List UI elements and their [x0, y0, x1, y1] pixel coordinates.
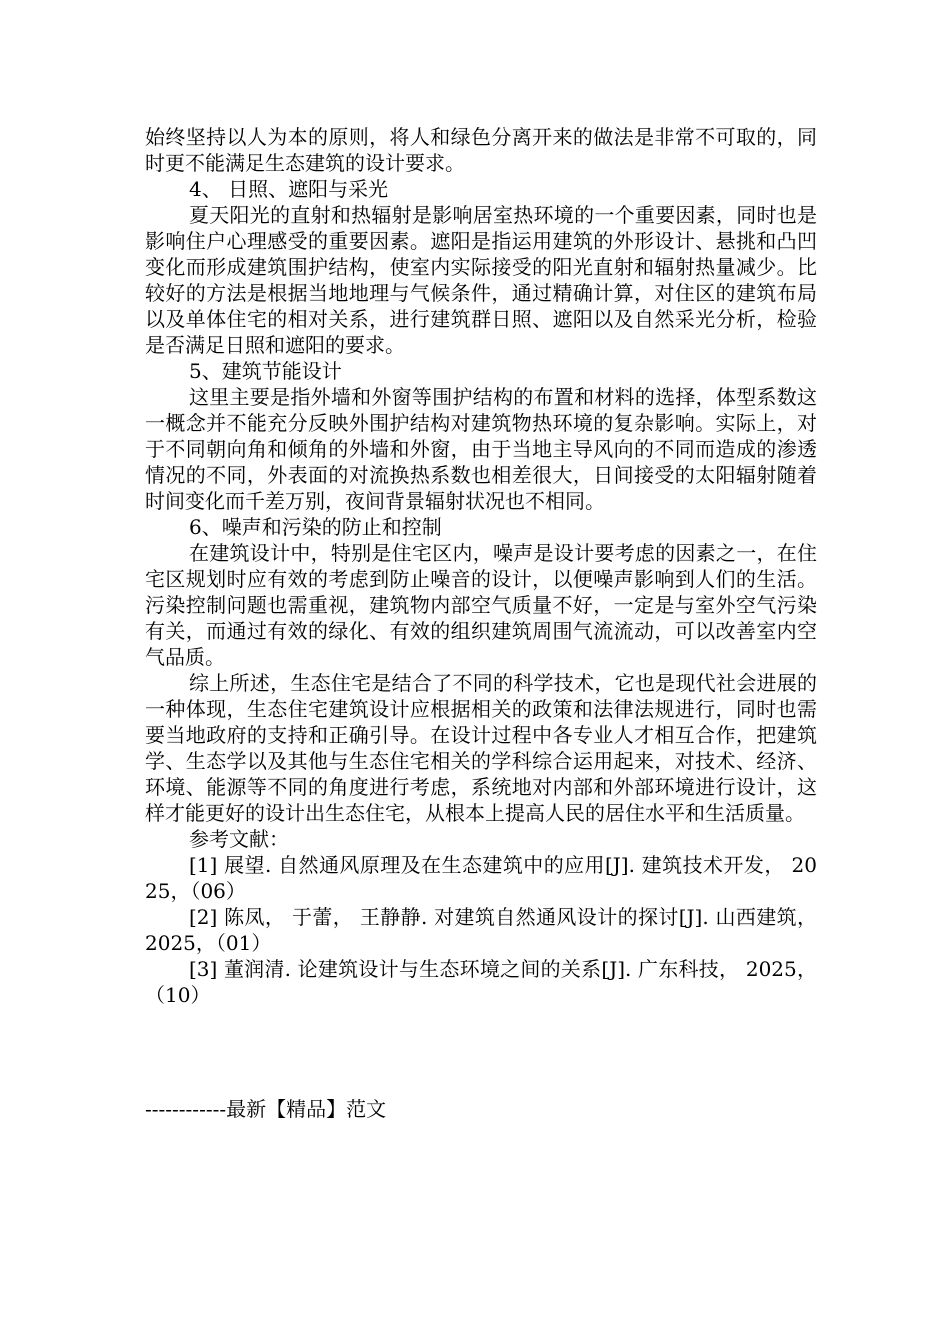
page-footer: ------------最新【精品】范文 [145, 1097, 387, 1121]
paragraph-noise-pollution: 在建筑设计中，特别是住宅区内，噪声是设计要考虑的因素之一，在住宅区规划时应有效的考虑到防止噪音的设计，以便噪声影响到人们的生活。污染控制问题也需重视，建筑物内部空气质量不好，一定是与室外空气污染有关，而通过有效的绿化、有效的组织建筑周围气流流动，可以改善室内空气品质。 [145, 541, 817, 669]
references-heading: 参考文献： [189, 827, 289, 851]
paragraph-energy-saving: 这里主要是指外墙和外窗等围护结构的布置和材料的选择，体型系数这一概念并不能充分反映外围护结构对建筑物热环境的复杂影响。实际上，对于不同朝向角和倾角的外墙和外窗，由于当地主导风向的不同而造成的渗透情况的不同，外表面的对流换热系数也相差很大，日间接受的太阳辐射随着时间变化而千差万别，夜间背景辐射状况也不相同。 [145, 385, 817, 513]
document-body [145, 124, 817, 1008]
reference-item-3: [3] 董润清. 论建筑设计与生态环境之间的关系[J]. 广东科技， 2025，（10） [145, 957, 817, 1007]
section-heading-noise-pollution: 6、噪声和污染的防止和控制 [189, 515, 442, 539]
paragraph-conclusion: 综上所述，生态住宅是结合了不同的科学技术，它也是现代社会进展的一种体现，生态住宅建筑设计应根据相关的政策和法律法规进行，同时也需要当地政府的支持和正确引导。在设计过程中各专业人才相互合作，把建筑学、生态学以及其他与生态住宅相关的学科综合运用起来，对技术、经济、环境、能源等不同的角度进行考虑，系统地对内部和外部环境进行设计，这样才能更好的设计出生态住宅，从根本上提高人民的居住水平和生活质量。 [145, 671, 817, 825]
paragraph-sunlight-shading: 夏天阳光的直射和热辐射是影响居室热环境的一个重要因素，同时也是影响住户心理感受的重要因素。遮阳是指运用建筑的外形设计、悬挑和凸凹变化而形成建筑围护结构，使室内实际接受的阳光直射和辐射热量减少。比较好的方法是根据当地地理与气候条件，通过精确计算，对住区的建筑布局以及单体住宅的相对关系，进行建筑群日照、遮阳以及自然采光分析，检验是否满足日照和遮阳的要求。 [145, 203, 817, 357]
reference-item-1: [1] 展望. 自然通风原理及在生态建筑中的应用[J]. 建筑技术开发， 2025，（06） [145, 853, 817, 903]
reference-item-2: [2] 陈凤， 于蕾， 王静静. 对建筑自然通风设计的探讨[J]. 山西建筑， 2025，（01） [145, 905, 817, 955]
section-heading-energy-saving: 5、建筑节能设计 [189, 359, 342, 383]
paragraph-continuation: 始终坚持以人为本的原则，将人和绿色分离开来的做法是非常不可取的，同时更不能满足生态建筑的设计要求。 [145, 125, 817, 175]
section-heading-sunlight-shading: 4、 日照、遮阳与采光 [189, 177, 389, 201]
